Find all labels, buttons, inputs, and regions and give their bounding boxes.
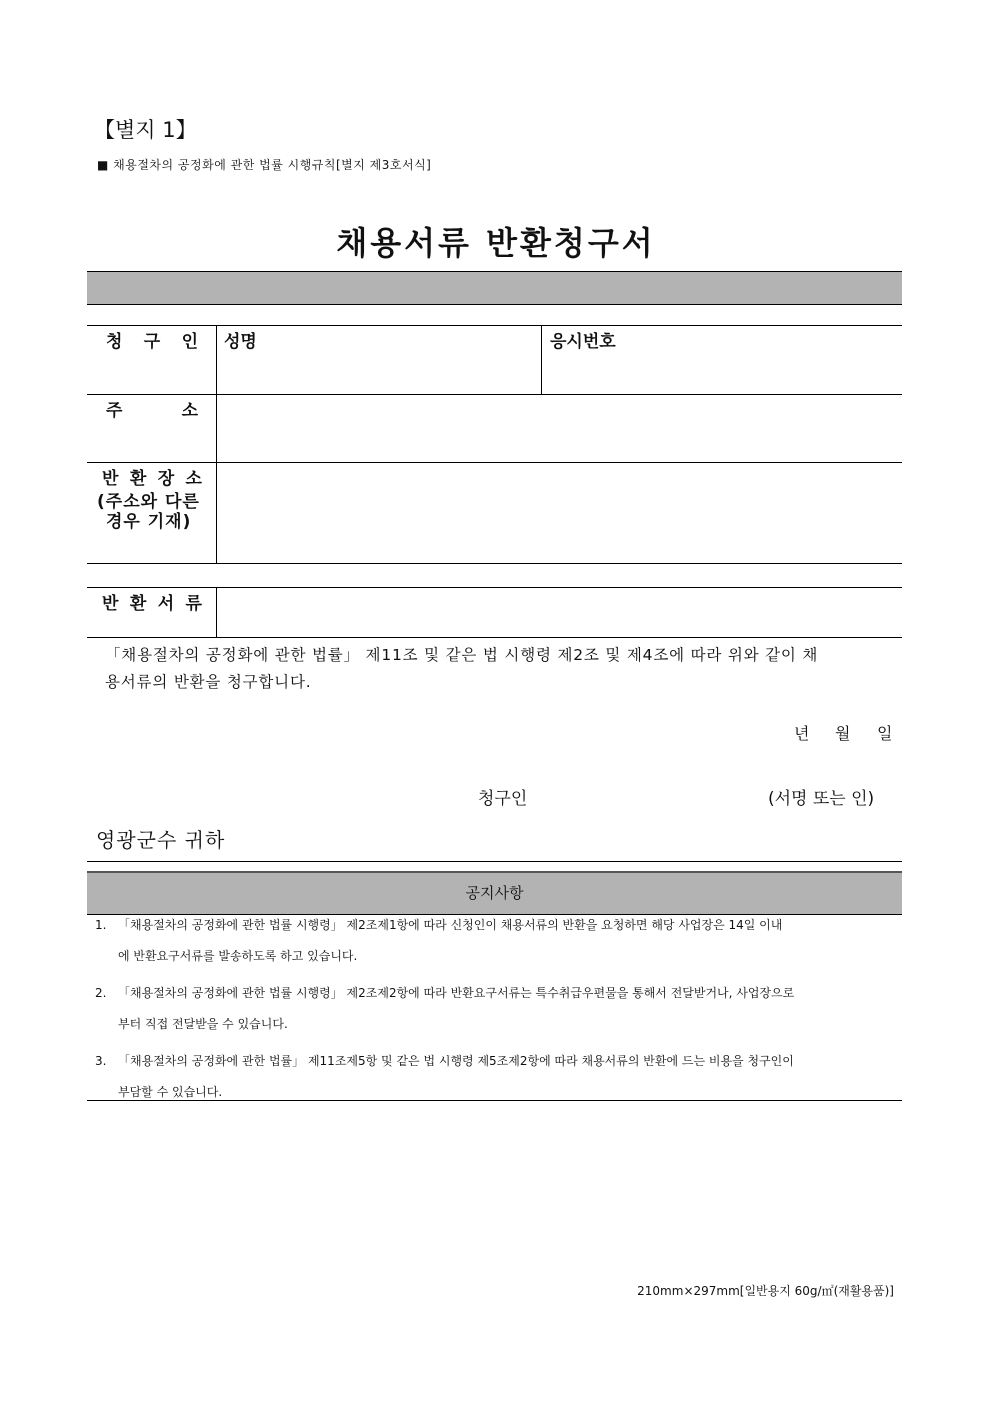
label-char: 류 (185, 594, 202, 614)
recipient: 영광군수 귀하 (96, 828, 226, 852)
label-char: 인 (181, 332, 198, 352)
claimant-label (106, 327, 198, 352)
statement-line: 용서류의 반환을 청구합니다. (105, 673, 312, 691)
address-label (106, 396, 198, 421)
signature-note: (서명 또는 인) (768, 789, 875, 809)
exam-number-label: 응시번호 (550, 332, 616, 352)
label-char: 서 (157, 594, 175, 614)
table-line (87, 637, 902, 638)
notice-title: 공지사항 (465, 884, 524, 902)
label-char: 반 (102, 594, 119, 614)
address-field[interactable] (217, 395, 901, 461)
return-place-label (102, 464, 202, 489)
label-char: 장 (157, 469, 175, 489)
date-year: 년 (794, 724, 810, 743)
notice-header-line (87, 914, 902, 915)
attachment-label: 【별지 1】 (94, 118, 197, 142)
return-docs-field[interactable] (217, 588, 901, 636)
name-label: 성명 (224, 332, 257, 352)
date-day: 일 (877, 724, 893, 743)
return-place-note: (주소와 다른 (97, 492, 200, 512)
label-char: 청 (106, 332, 123, 352)
notice-bottom-line (87, 1100, 902, 1101)
rule-reference: ■ 채용절차의 공정화에 관한 법률 시행규칙[별지 제3호서식] (97, 158, 432, 172)
notice-item-text: 「채용절차의 공정화에 관한 법률」 제11조제5항 및 같은 법 시행령 제5조제2항에 따라 채용서류의 반환에 드는 비용을 청구인이 (118, 1054, 794, 1068)
label-char: 반 (102, 469, 119, 489)
gray-band (87, 272, 902, 304)
notice-item-text: 「채용절차의 공정화에 관한 법률 시행령」 제2조제1항에 따라 신청인이 채용서류의 반환을 요청하면 해당 사업장은 14일 이내 (118, 918, 783, 932)
label-char: 구 (143, 332, 161, 352)
label-char: 소 (185, 469, 202, 489)
label-char: 소 (181, 401, 198, 421)
table-line (87, 325, 902, 326)
form-title: 채용서류 반환청구서 (336, 224, 656, 262)
label-char: 주 (106, 401, 123, 421)
name-field[interactable] (217, 348, 540, 393)
notice-item-number: 3. (95, 1054, 107, 1068)
paper-spec: 210mm×297mm[일반용지 60g/㎡(재활용품)] (637, 1284, 894, 1298)
notice-item-text: 에 반환요구서류를 발송하도록 하고 있습니다. (118, 949, 358, 963)
label-char: 환 (129, 594, 147, 614)
claimant-sign-label: 청구인 (478, 789, 528, 809)
exam-number-field[interactable] (542, 348, 901, 393)
date-month: 월 (835, 724, 851, 743)
band-bottom-line (87, 304, 902, 305)
label-char: 환 (129, 469, 147, 489)
return-place-note: 경우 기재) (106, 512, 192, 532)
notice-item-text: 부담할 수 있습니다. (118, 1085, 223, 1099)
return-place-field[interactable] (217, 463, 901, 562)
notice-top-line (87, 861, 902, 862)
notice-item-text: 부터 직접 전달받을 수 있습니다. (118, 1017, 288, 1031)
return-docs-label (102, 589, 202, 614)
notice-item-number: 2. (95, 986, 107, 1000)
notice-item-text: 「채용절차의 공정화에 관한 법률 시행령」 제2조제2항에 따라 반환요구서류는 특수취급우편물을 통해서 전달받거나, 사업장으로 (118, 986, 795, 1000)
notice-item-number: 1. (95, 918, 107, 932)
table-line (87, 563, 902, 564)
statement-line: 「채용절차의 공정화에 관한 법률」 제11조 및 같은 법 시행령 제2조 및 제4조에 따라 위와 같이 채 (105, 646, 819, 664)
